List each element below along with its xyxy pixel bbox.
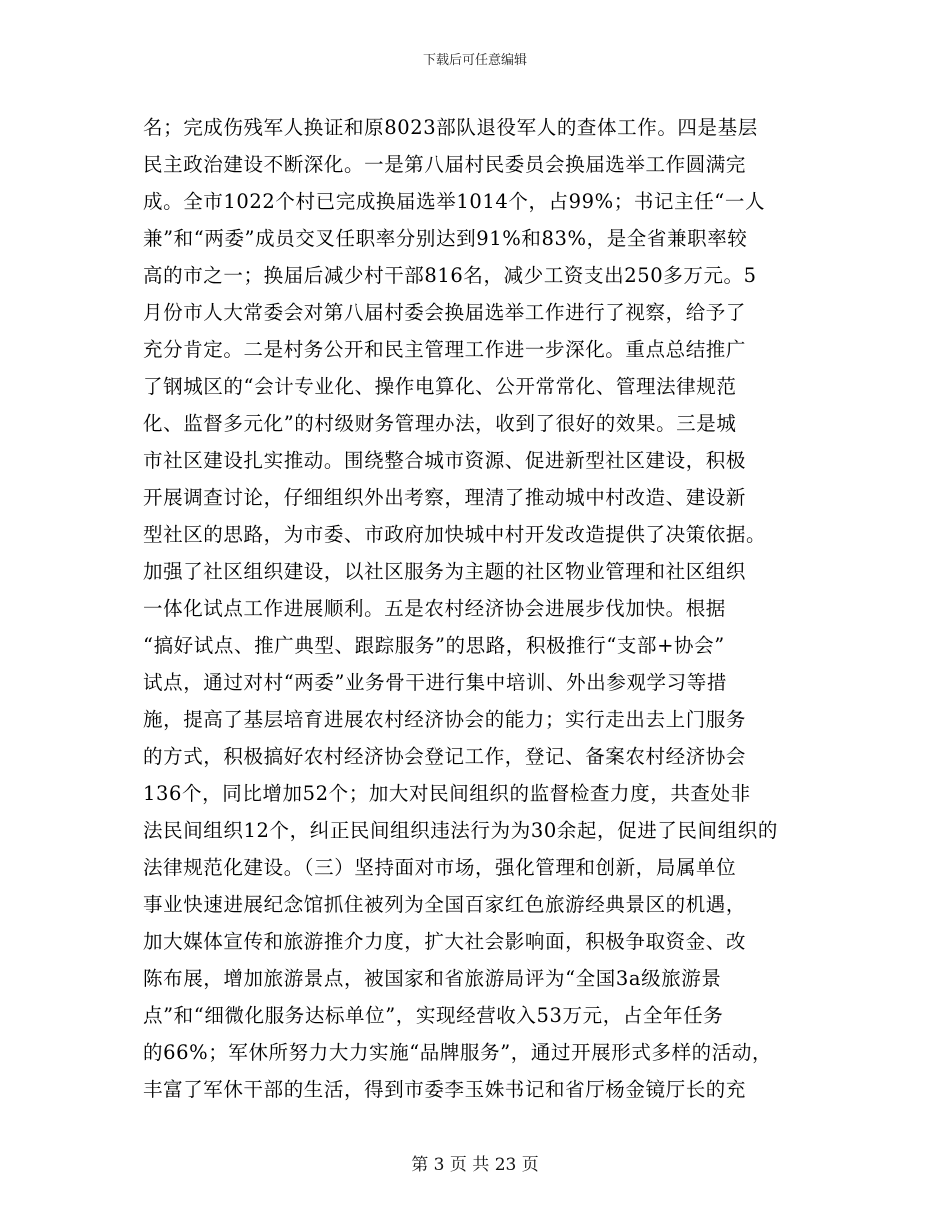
body-text-line: 市社区建设扎实推动。围绕整合城市资源、促进新型社区建设，积极: [143, 449, 747, 472]
body-text-line: 了钢城区的“会计专业化、操作电算化、公开常常化、管理法律规范: [143, 375, 737, 398]
body-text-line: 兼”和“两委”成员交叉任职率分别达到91%和83%，是全省兼职率较: [143, 227, 748, 250]
page-number-footer: 第 3 页 共 23 页: [411, 1155, 539, 1175]
body-text-line: 化、监督多元化”的村级财务管理办法，收到了很好的效果。三是城: [143, 412, 737, 435]
body-text-line: 试点，通过对村“两委”业务骨干进行集中培训、外出参观学习等措: [143, 671, 727, 694]
body-text-line: 丰富了军休干部的生活，得到市委李玉姝书记和省厅杨金镜厅长的充: [143, 1078, 747, 1101]
body-text-line: 一体化试点工作进展顺利。五是农村经济协会进展步伐加快。根据: [143, 597, 726, 620]
body-text-line: 名；完成伤残军人换证和原8023部队退役军人的查体工作。四是基层: [143, 116, 758, 139]
body-text-line: 的66%；军休所努力大力实施“品牌服务”，通过开展形式多样的活动，: [143, 1041, 773, 1064]
document-body: [143, 109, 823, 1108]
body-text-line: 法律规范化建设。（三）坚持面对市场，强化管理和创新，局属单位: [143, 856, 737, 879]
body-text-line: 施，提高了基层培育进展农村经济协会的能力；实行走出去上门服务: [143, 708, 747, 731]
body-text-line: 成。全市1022个村已完成换届选举1014个，占99%；书记主任“一人: [143, 190, 766, 213]
body-text-line: 加大媒体宣传和旅游推介力度，扩大社会影响面，积极争取资金、改: [143, 930, 747, 953]
body-text-line: 法民间组织12个，纠正民间组织违法行为为30余起，促进了民间组织的: [143, 819, 778, 842]
body-text-line: 开展调查讨论，仔细组织外出考察，理清了推动城中村改造、建设新: [143, 486, 747, 509]
body-text-line: 点”和“细微化服务达标单位”，实现经营收入53万元，占全年任务: [143, 1004, 724, 1027]
body-text-line: 陈布展，增加旅游景点，被国家和省旅游局评为“全国3a级旅游景: [143, 967, 722, 990]
body-text-line: 136个，同比增加52个；加大对民间组织的监督检查力度，共查处非: [143, 782, 751, 805]
body-text-line: 加强了社区组织建设，以社区服务为主题的社区物业管理和社区组织: [143, 560, 747, 583]
body-text-line: 高的市之一；换届后减少村干部816名，减少工资支出250多万元。5: [143, 264, 757, 287]
body-text-line: “搞好试点、推广典型、跟踪服务”的思路，积极推行“支部+协会”: [143, 634, 725, 657]
body-text-line: 型社区的思路，为市委、市政府加快城中村开发改造提供了决策依据。: [143, 523, 767, 546]
body-text-line: 事业快速进展纪念馆抓住被列为全国百家红色旅游经典景区的机遇，: [143, 893, 747, 916]
body-text-line: 充分肯定。二是村务公开和民主管理工作进一步深化。重点总结推广: [143, 338, 747, 361]
page-header: 下载后可任意编辑: [422, 53, 527, 68]
body-text-line: 民主政治建设不断深化。一是第八届村民委员会换届选举工作圆满完: [143, 153, 747, 176]
body-text-line: 的方式，积极搞好农村经济协会登记工作，登记、备案农村经济协会: [143, 745, 747, 768]
body-text-line: 月份市人大常委会对第八届村委会换届选举工作进行了视察，给予了: [143, 301, 747, 324]
